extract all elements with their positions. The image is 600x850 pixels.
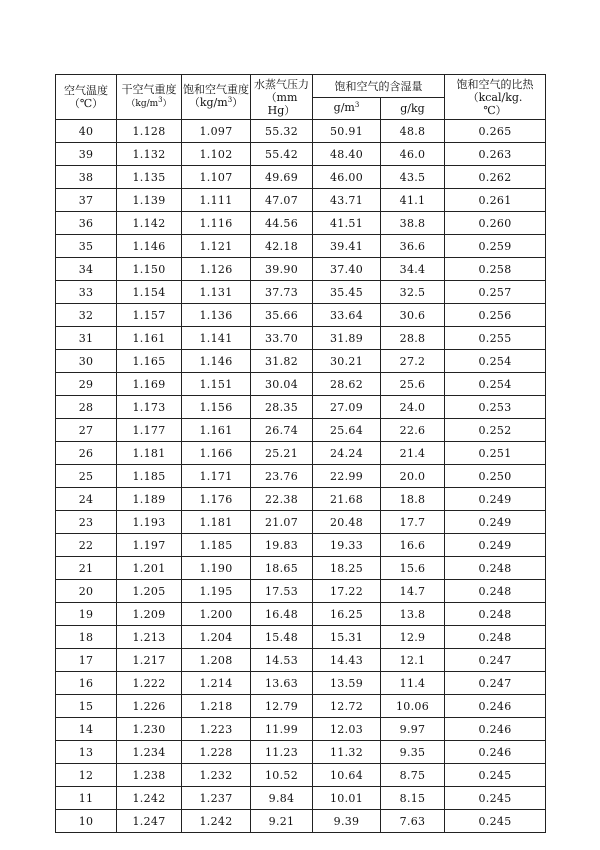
cell-dry-density: 1.234	[117, 741, 182, 764]
cell-temperature: 24	[56, 488, 117, 511]
table-row	[56, 143, 546, 166]
cell-moisture-gkg: 22.6	[381, 419, 445, 442]
cell-moisture-gm3: 10.01	[313, 787, 381, 810]
header-vapor-pressure	[251, 75, 313, 120]
cell-saturated-density: 1.176	[182, 488, 251, 511]
cell-vapor-pressure: 44.56	[251, 212, 313, 235]
cell-vapor-pressure: 31.82	[251, 350, 313, 373]
cell-dry-density: 1.146	[117, 235, 182, 258]
cell-dry-density: 1.193	[117, 511, 182, 534]
cell-dry-density: 1.201	[117, 557, 182, 580]
cell-specific-heat: 0.252	[445, 419, 546, 442]
cell-temperature: 29	[56, 373, 117, 396]
cell-moisture-gkg: 9.35	[381, 741, 445, 764]
table-row	[56, 672, 546, 695]
table-row	[56, 396, 546, 419]
cell-dry-density: 1.205	[117, 580, 182, 603]
cell-saturated-density: 1.237	[182, 787, 251, 810]
header-moisture-gm3-sup: 3	[354, 101, 360, 109]
cell-moisture-gm3: 28.62	[313, 373, 381, 396]
cell-saturated-density: 1.228	[182, 741, 251, 764]
cell-moisture-gkg: 46.0	[381, 143, 445, 166]
cell-moisture-gm3: 41.51	[313, 212, 381, 235]
cell-moisture-gm3: 12.72	[313, 695, 381, 718]
cell-saturated-density: 1.185	[182, 534, 251, 557]
table-row	[56, 327, 546, 350]
cell-vapor-pressure: 18.65	[251, 557, 313, 580]
cell-moisture-gm3: 33.64	[313, 304, 381, 327]
cell-temperature: 16	[56, 672, 117, 695]
cell-temperature: 37	[56, 189, 117, 212]
cell-vapor-pressure: 49.69	[251, 166, 313, 189]
cell-dry-density: 1.185	[117, 465, 182, 488]
cell-vapor-pressure: 33.70	[251, 327, 313, 350]
cell-moisture-gm3: 21.68	[313, 488, 381, 511]
cell-moisture-gkg: 15.6	[381, 557, 445, 580]
cell-specific-heat: 0.260	[445, 212, 546, 235]
cell-specific-heat: 0.247	[445, 649, 546, 672]
table-row	[56, 281, 546, 304]
cell-moisture-gkg: 12.1	[381, 649, 445, 672]
cell-moisture-gm3: 22.99	[313, 465, 381, 488]
header-saturated-air-density	[182, 75, 251, 120]
cell-moisture-gm3: 37.40	[313, 258, 381, 281]
table-row	[56, 304, 546, 327]
cell-vapor-pressure: 9.21	[251, 810, 313, 833]
cell-specific-heat: 0.248	[445, 603, 546, 626]
cell-vapor-pressure: 26.74	[251, 419, 313, 442]
cell-moisture-gkg: 41.1	[381, 189, 445, 212]
cell-moisture-gm3: 30.21	[313, 350, 381, 373]
cell-vapor-pressure: 39.90	[251, 258, 313, 281]
header-saturated-air-density-close: ）	[232, 96, 244, 109]
header-saturated-air-density-label: 饱和空气重度（kg/m	[183, 83, 249, 109]
cell-specific-heat: 0.254	[445, 350, 546, 373]
cell-moisture-gm3: 27.09	[313, 396, 381, 419]
header-dry-air-density-label: 干空气重度	[121, 83, 177, 96]
cell-saturated-density: 1.107	[182, 166, 251, 189]
cell-moisture-gkg: 11.4	[381, 672, 445, 695]
cell-dry-density: 1.128	[117, 120, 182, 143]
cell-moisture-gkg: 27.2	[381, 350, 445, 373]
cell-specific-heat: 0.247	[445, 672, 546, 695]
header-moisture-gm3-label: g/m	[333, 101, 355, 114]
cell-moisture-gm3: 46.00	[313, 166, 381, 189]
cell-vapor-pressure: 13.63	[251, 672, 313, 695]
cell-vapor-pressure: 55.32	[251, 120, 313, 143]
cell-vapor-pressure: 9.84	[251, 787, 313, 810]
cell-moisture-gm3: 24.24	[313, 442, 381, 465]
cell-moisture-gkg: 13.8	[381, 603, 445, 626]
cell-saturated-density: 1.232	[182, 764, 251, 787]
cell-moisture-gm3: 11.32	[313, 741, 381, 764]
cell-dry-density: 1.217	[117, 649, 182, 672]
cell-vapor-pressure: 28.35	[251, 396, 313, 419]
table-row	[56, 212, 546, 235]
cell-temperature: 15	[56, 695, 117, 718]
table-row	[56, 419, 546, 442]
cell-moisture-gm3: 48.40	[313, 143, 381, 166]
cell-temperature: 11	[56, 787, 117, 810]
cell-vapor-pressure: 35.66	[251, 304, 313, 327]
table-row	[56, 235, 546, 258]
cell-temperature: 14	[56, 718, 117, 741]
table-row	[56, 465, 546, 488]
cell-saturated-density: 1.116	[182, 212, 251, 235]
cell-temperature: 31	[56, 327, 117, 350]
cell-saturated-density: 1.102	[182, 143, 251, 166]
cell-specific-heat: 0.259	[445, 235, 546, 258]
cell-moisture-gm3: 25.64	[313, 419, 381, 442]
header-vapor-pressure-unit: Hg）	[267, 103, 296, 117]
cell-specific-heat: 0.248	[445, 557, 546, 580]
cell-saturated-density: 1.121	[182, 235, 251, 258]
cell-specific-heat: 0.251	[445, 442, 546, 465]
cell-moisture-gkg: 10.06	[381, 695, 445, 718]
cell-temperature: 23	[56, 511, 117, 534]
cell-moisture-gkg: 34.4	[381, 258, 445, 281]
cell-moisture-gkg: 48.8	[381, 120, 445, 143]
table-row	[56, 534, 546, 557]
cell-moisture-gm3: 9.39	[313, 810, 381, 833]
table-row	[56, 695, 546, 718]
cell-moisture-gkg: 38.8	[381, 212, 445, 235]
header-saturated-air-density-sup: 3	[227, 96, 233, 104]
air-properties-table	[55, 74, 546, 833]
header-specific-heat-unit: ℃）	[483, 103, 507, 117]
cell-moisture-gkg: 17.7	[381, 511, 445, 534]
cell-moisture-gkg: 8.75	[381, 764, 445, 787]
cell-saturated-density: 1.097	[182, 120, 251, 143]
cell-saturated-density: 1.161	[182, 419, 251, 442]
table-row	[56, 603, 546, 626]
cell-specific-heat: 0.249	[445, 534, 546, 557]
cell-moisture-gm3: 19.33	[313, 534, 381, 557]
cell-specific-heat: 0.249	[445, 511, 546, 534]
cell-moisture-gm3: 18.25	[313, 557, 381, 580]
cell-moisture-gm3: 14.43	[313, 649, 381, 672]
cell-moisture-gm3: 15.31	[313, 626, 381, 649]
cell-temperature: 13	[56, 741, 117, 764]
cell-temperature: 12	[56, 764, 117, 787]
cell-temperature: 39	[56, 143, 117, 166]
table-row	[56, 810, 546, 833]
cell-temperature: 36	[56, 212, 117, 235]
cell-dry-density: 1.189	[117, 488, 182, 511]
cell-vapor-pressure: 21.07	[251, 511, 313, 534]
cell-vapor-pressure: 42.18	[251, 235, 313, 258]
cell-vapor-pressure: 16.48	[251, 603, 313, 626]
table-row	[56, 488, 546, 511]
table-row	[56, 442, 546, 465]
cell-dry-density: 1.230	[117, 718, 182, 741]
header-specific-heat	[445, 75, 546, 120]
table-row	[56, 649, 546, 672]
table-body	[56, 120, 546, 833]
cell-vapor-pressure: 14.53	[251, 649, 313, 672]
cell-saturated-density: 1.181	[182, 511, 251, 534]
cell-specific-heat: 0.265	[445, 120, 546, 143]
cell-dry-density: 1.177	[117, 419, 182, 442]
cell-moisture-gm3: 31.89	[313, 327, 381, 350]
cell-moisture-gkg: 36.6	[381, 235, 445, 258]
cell-vapor-pressure: 30.04	[251, 373, 313, 396]
cell-dry-density: 1.154	[117, 281, 182, 304]
header-vapor-pressure-label: 水蒸气压力（mm	[254, 77, 309, 104]
cell-moisture-gkg: 7.63	[381, 810, 445, 833]
cell-temperature: 21	[56, 557, 117, 580]
cell-saturated-density: 1.195	[182, 580, 251, 603]
cell-temperature: 19	[56, 603, 117, 626]
cell-dry-density: 1.169	[117, 373, 182, 396]
cell-vapor-pressure: 55.42	[251, 143, 313, 166]
cell-saturated-density: 1.156	[182, 396, 251, 419]
cell-moisture-gkg: 24.0	[381, 396, 445, 419]
cell-temperature: 22	[56, 534, 117, 557]
cell-saturated-density: 1.136	[182, 304, 251, 327]
cell-dry-density: 1.181	[117, 442, 182, 465]
header-moisture-content: 饱和空气的含湿量	[313, 75, 445, 98]
cell-saturated-density: 1.214	[182, 672, 251, 695]
cell-vapor-pressure: 47.07	[251, 189, 313, 212]
cell-dry-density: 1.197	[117, 534, 182, 557]
cell-saturated-density: 1.151	[182, 373, 251, 396]
cell-moisture-gm3: 39.41	[313, 235, 381, 258]
header-dry-air-density-unit-close: ）	[162, 99, 172, 109]
cell-vapor-pressure: 15.48	[251, 626, 313, 649]
cell-saturated-density: 1.141	[182, 327, 251, 350]
cell-specific-heat: 0.262	[445, 166, 546, 189]
cell-temperature: 17	[56, 649, 117, 672]
cell-moisture-gkg: 8.15	[381, 787, 445, 810]
cell-temperature: 33	[56, 281, 117, 304]
cell-temperature: 25	[56, 465, 117, 488]
table-row	[56, 350, 546, 373]
table-row	[56, 189, 546, 212]
header-moisture-gm3	[313, 98, 381, 120]
table-row	[56, 511, 546, 534]
cell-specific-heat: 0.248	[445, 626, 546, 649]
cell-specific-heat: 0.258	[445, 258, 546, 281]
cell-vapor-pressure: 11.99	[251, 718, 313, 741]
table-row	[56, 166, 546, 189]
cell-vapor-pressure: 25.21	[251, 442, 313, 465]
table-row	[56, 741, 546, 764]
cell-saturated-density: 1.242	[182, 810, 251, 833]
cell-moisture-gkg: 43.5	[381, 166, 445, 189]
cell-saturated-density: 1.111	[182, 189, 251, 212]
cell-temperature: 10	[56, 810, 117, 833]
cell-saturated-density: 1.200	[182, 603, 251, 626]
cell-saturated-density: 1.223	[182, 718, 251, 741]
cell-moisture-gkg: 25.6	[381, 373, 445, 396]
cell-vapor-pressure: 19.83	[251, 534, 313, 557]
cell-moisture-gm3: 35.45	[313, 281, 381, 304]
cell-temperature: 34	[56, 258, 117, 281]
cell-saturated-density: 1.171	[182, 465, 251, 488]
cell-saturated-density: 1.146	[182, 350, 251, 373]
cell-temperature: 18	[56, 626, 117, 649]
cell-saturated-density: 1.190	[182, 557, 251, 580]
cell-vapor-pressure: 23.76	[251, 465, 313, 488]
cell-specific-heat: 0.245	[445, 764, 546, 787]
cell-vapor-pressure: 12.79	[251, 695, 313, 718]
cell-moisture-gm3: 50.91	[313, 120, 381, 143]
cell-moisture-gm3: 20.48	[313, 511, 381, 534]
cell-moisture-gm3: 12.03	[313, 718, 381, 741]
header-dry-air-density-unit: （kg/m	[126, 99, 159, 109]
cell-moisture-gkg: 9.97	[381, 718, 445, 741]
cell-dry-density: 1.242	[117, 787, 182, 810]
cell-dry-density: 1.161	[117, 327, 182, 350]
cell-saturated-density: 1.208	[182, 649, 251, 672]
cell-vapor-pressure: 17.53	[251, 580, 313, 603]
cell-moisture-gkg: 20.0	[381, 465, 445, 488]
cell-moisture-gm3: 13.59	[313, 672, 381, 695]
cell-dry-density: 1.165	[117, 350, 182, 373]
cell-vapor-pressure: 11.23	[251, 741, 313, 764]
cell-dry-density: 1.132	[117, 143, 182, 166]
cell-vapor-pressure: 37.73	[251, 281, 313, 304]
cell-specific-heat: 0.245	[445, 810, 546, 833]
cell-specific-heat: 0.248	[445, 580, 546, 603]
cell-specific-heat: 0.250	[445, 465, 546, 488]
cell-temperature: 20	[56, 580, 117, 603]
cell-specific-heat: 0.263	[445, 143, 546, 166]
cell-vapor-pressure: 22.38	[251, 488, 313, 511]
cell-moisture-gkg: 32.5	[381, 281, 445, 304]
cell-specific-heat: 0.256	[445, 304, 546, 327]
cell-moisture-gm3: 16.25	[313, 603, 381, 626]
header-temperature: 空气温度（℃）	[56, 75, 117, 120]
header-specific-heat-label: 饱和空气的比热（kcal/kg.	[456, 77, 534, 104]
cell-specific-heat: 0.249	[445, 488, 546, 511]
cell-dry-density: 1.139	[117, 189, 182, 212]
cell-specific-heat: 0.245	[445, 787, 546, 810]
cell-dry-density: 1.209	[117, 603, 182, 626]
cell-moisture-gkg: 21.4	[381, 442, 445, 465]
cell-moisture-gm3: 43.71	[313, 189, 381, 212]
cell-moisture-gm3: 17.22	[313, 580, 381, 603]
table-header	[56, 75, 546, 120]
cell-temperature: 30	[56, 350, 117, 373]
cell-saturated-density: 1.166	[182, 442, 251, 465]
cell-temperature: 28	[56, 396, 117, 419]
table-row	[56, 764, 546, 787]
header-dry-air-density	[117, 75, 182, 120]
cell-moisture-gkg: 12.9	[381, 626, 445, 649]
cell-moisture-gkg: 16.6	[381, 534, 445, 557]
cell-specific-heat: 0.254	[445, 373, 546, 396]
cell-temperature: 40	[56, 120, 117, 143]
header-moisture-gkg: g/kg	[381, 98, 445, 120]
cell-dry-density: 1.226	[117, 695, 182, 718]
header-dry-air-density-unit-sup: 3	[158, 96, 163, 104]
cell-dry-density: 1.157	[117, 304, 182, 327]
cell-temperature: 26	[56, 442, 117, 465]
cell-dry-density: 1.222	[117, 672, 182, 695]
cell-specific-heat: 0.246	[445, 718, 546, 741]
table-row	[56, 580, 546, 603]
cell-specific-heat: 0.257	[445, 281, 546, 304]
cell-moisture-gkg: 14.7	[381, 580, 445, 603]
cell-moisture-gkg: 18.8	[381, 488, 445, 511]
cell-temperature: 32	[56, 304, 117, 327]
cell-moisture-gkg: 28.8	[381, 327, 445, 350]
cell-specific-heat: 0.253	[445, 396, 546, 419]
table-row	[56, 787, 546, 810]
cell-dry-density: 1.238	[117, 764, 182, 787]
cell-specific-heat: 0.246	[445, 741, 546, 764]
cell-temperature: 38	[56, 166, 117, 189]
table-row	[56, 626, 546, 649]
cell-saturated-density: 1.131	[182, 281, 251, 304]
cell-dry-density: 1.135	[117, 166, 182, 189]
cell-dry-density: 1.213	[117, 626, 182, 649]
table-row	[56, 718, 546, 741]
cell-specific-heat: 0.261	[445, 189, 546, 212]
cell-dry-density: 1.142	[117, 212, 182, 235]
cell-dry-density: 1.173	[117, 396, 182, 419]
cell-vapor-pressure: 10.52	[251, 764, 313, 787]
cell-saturated-density: 1.126	[182, 258, 251, 281]
cell-temperature: 27	[56, 419, 117, 442]
table-row	[56, 557, 546, 580]
cell-saturated-density: 1.204	[182, 626, 251, 649]
cell-dry-density: 1.247	[117, 810, 182, 833]
table-row	[56, 258, 546, 281]
cell-specific-heat: 0.246	[445, 695, 546, 718]
cell-dry-density: 1.150	[117, 258, 182, 281]
table-row	[56, 120, 546, 143]
cell-temperature: 35	[56, 235, 117, 258]
cell-moisture-gm3: 10.64	[313, 764, 381, 787]
cell-moisture-gkg: 30.6	[381, 304, 445, 327]
table-row	[56, 373, 546, 396]
cell-saturated-density: 1.218	[182, 695, 251, 718]
cell-specific-heat: 0.255	[445, 327, 546, 350]
